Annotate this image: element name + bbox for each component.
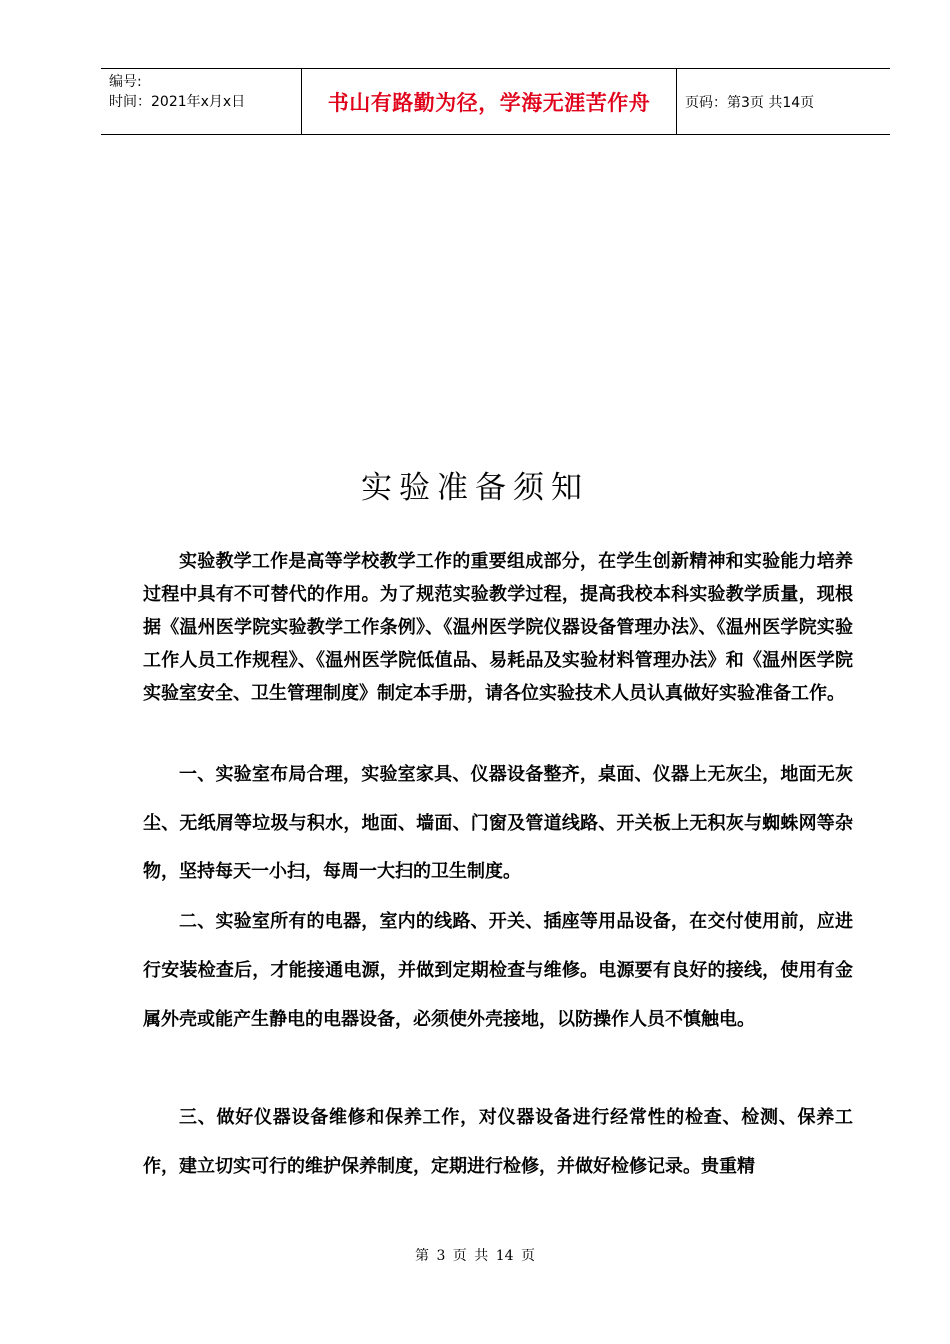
rule-1-paragraph: 一、实验室布局合理，实验室家具、仪器设备整齐，桌面、仪器上无灰尘，地面无灰尘、无纸屑等垃圾与积水，地面、墙面、门窗及管道线路、开关板上无积灰与蜘蛛网等杂物，坚持每天一小扫，每周一大扫的卫生制度。 [143, 764, 853, 882]
intro-paragraph: 实验教学工作是高等学校教学工作的重要组成部分，在学生创新精神和实验能力培养过程中具有不可替代的作用。为了规范实验教学过程，提高我校本科实验教学质量，现根据《温州医学院实验教学工作条例》、《温州医学院仪器设备管理办法》、《温州医学院实验工作人员工作规程》、《温州医学院低值品、易耗品及实验材料管理办法》和《温州医学院实验室安全、卫生管理制度》制定本手册，请各位实验技术人员认真做好实验准备工作。 [143, 551, 853, 704]
header-motto-cell [302, 69, 677, 134]
page-header [101, 68, 890, 135]
document-time: 时间：2021年x月x日 [109, 94, 246, 110]
document-number-label: 编号: [109, 74, 142, 90]
header-motto: 书山有路勤为径，学海无涯苦作舟 [327, 90, 651, 115]
header-page-info-cell [677, 69, 890, 134]
header-meta [101, 69, 302, 134]
header-page-info: 页码：第3页 共14页 [685, 94, 815, 111]
document-title: 实验准备须知 [361, 470, 589, 506]
rule-3-paragraph: 三、做好仪器设备维修和保养工作，对仪器设备进行经常性的检查、检测、保养工作，建立切实可行的维护保养制度，定期进行检修，并做好检修记录。贵重精 [143, 1107, 853, 1177]
rule-2-paragraph: 二、实验室所有的电器，室内的线路、开关、插座等用品设备，在交付使用前，应进行安装检查后，才能接通电源，并做到定期检查与维修。电源要有良好的接线，使用有金属外壳或能产生静电的电器设备，必须使外壳接地，以防操作人员不慎触电。 [143, 911, 853, 1030]
page-footer: 第 3 页 共 14 页 [415, 1248, 535, 1264]
